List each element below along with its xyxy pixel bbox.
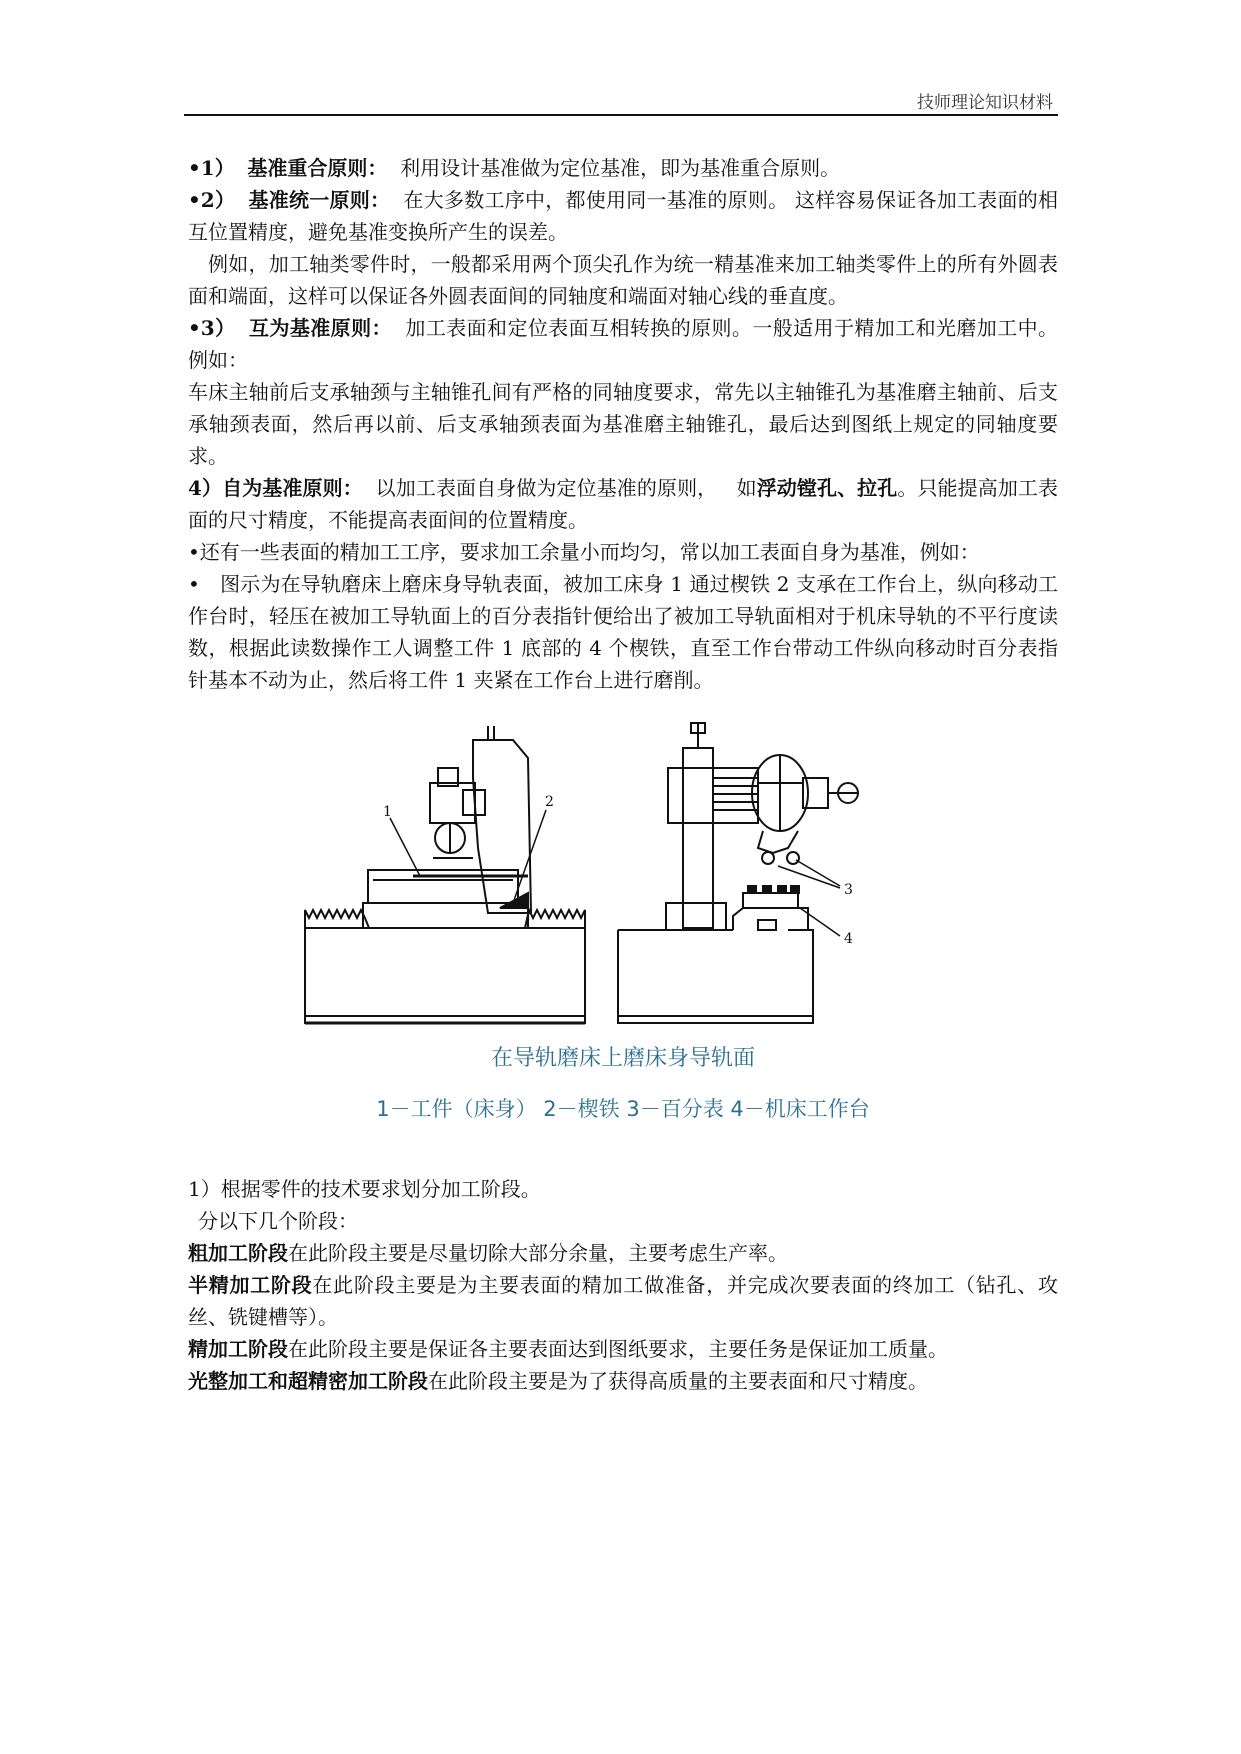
stage-item: [188, 1365, 1058, 1397]
principle-4-text: 以加工表面自身做为定位基准的原则，: [375, 476, 718, 500]
label-4: 4: [844, 931, 853, 947]
stage-text: 在此阶段主要是为了获得高质量的主要表面和尺寸精度。: [428, 1369, 928, 1393]
principle-3-prefix: •3）: [188, 316, 236, 340]
stage-title: 粗加工阶段: [188, 1241, 288, 1265]
left-serration: [305, 910, 369, 928]
stages-intro: 1）根据零件的技术要求划分加工阶段。: [188, 1177, 541, 1201]
stage-item: [188, 1269, 1058, 1333]
principle-2-prefix: •2）: [188, 188, 236, 212]
stage-title: 半精加工阶段: [188, 1273, 313, 1297]
principle-3: [188, 312, 1058, 376]
principle-1-text: 利用设计基准做为定位基准，即为基准重合原则。: [400, 156, 841, 180]
stage-title: 精加工阶段: [188, 1337, 288, 1361]
right-machine-base: [618, 930, 813, 1023]
stage-text: 在此阶段主要是保证各主要表面达到图纸要求，主要任务是保证加工质量。: [288, 1337, 948, 1361]
principle-4-title: 4）自为基准原则：: [188, 476, 363, 500]
principle-2: [188, 184, 1058, 248]
document-body: [188, 152, 1058, 1397]
left-machine-base: [305, 928, 585, 1023]
right-workpiece: [743, 893, 798, 908]
page-header-title: 技师理论知识材料: [917, 93, 1053, 113]
right-serration: [525, 910, 585, 928]
principle-4-text-end: 。只能提高加工表面的尺寸精度，不能提高表面间的位置精度。: [188, 476, 1059, 532]
label-3: 3: [844, 882, 853, 898]
stages-intro-2: 分以下几个阶段：: [198, 1209, 358, 1233]
principle-2-text: 在大多数工序中，都使用同一基准的原则。 这样容易保证各加工表面的相互位置精度，避免基准变换所产生的误差。: [188, 188, 1059, 244]
principle-1: [188, 152, 1058, 184]
figure-caption-legend: 1－工件（床身） 2－楔铁 3－百分表 4－机床工作台: [376, 1097, 870, 1121]
header-rule: [184, 114, 1058, 116]
left-column: [473, 740, 531, 913]
figure-caption-title: 在导轨磨床上磨床身导轨面: [490, 1046, 755, 1071]
stage-title: 光整加工和超精密加工阶段: [188, 1369, 428, 1393]
stage-item: [188, 1237, 1058, 1269]
principle-3-text: 加工表面和定位表面互相转换的原则。一般适用于精加工和光磨加工中。例如：: [188, 316, 1059, 372]
grinding-machine-figure: [188, 698, 1058, 1173]
principle-3-title: 互为基准原则：: [249, 316, 392, 340]
principle-1-title: 基准重合原则：: [247, 156, 388, 180]
right-column: [683, 748, 713, 928]
paragraph-self-basis: •还有一些表面的精加工工序，要求加工余量小而均匀，常以加工表面自身为基准，例如：: [188, 540, 980, 564]
label-2: 2: [545, 794, 554, 810]
principle-2-example: 例如，加工轴类零件时，一般都采用两个顶尖孔作为统一精基准来加工轴类零件上的所有外圆表面和端面，这样可以保证各外圆表面间的同轴度和端面对轴心线的垂直度。: [188, 252, 1058, 308]
principle-3-example: 车床主轴前后支承轴颈与主轴锥孔间有严格的同轴度要求，常先以主轴锥孔为基准磨主轴前、后支承轴颈表面，然后再以前、后支承轴颈表面为基准磨主轴锥孔，最后达到图纸上规定的同轴度要求。: [188, 380, 1058, 468]
stage-text: 在此阶段主要是为主要表面的精加工做准备，并完成次要表面的终加工（钻孔、攻丝、铣键槽等）。: [188, 1273, 1058, 1329]
stage-item: [188, 1333, 1058, 1365]
principle-4: [188, 472, 1058, 536]
principle-2-title: 基准统一原则：: [248, 188, 391, 212]
label-1: 1: [383, 804, 392, 820]
paragraph-figure-description: • 图示为在导轨磨床上磨床身导轨表面，被加工床身 1 通过楔铁 2 支承在工作台上，纵向移动工作台时，轻压在被加工导轨面上的百分表指针便给出了被加工导轨面相对于机床导轨的不平行度读数，根据此读数操作工人调整工件 1 底部的 4 个楔铁，直至工作台带动工件纵向移动时百分表指针基本不动为止，然后将工件 1 夹紧在工作台上进行磨削。: [188, 572, 1058, 692]
stage-text: 在此阶段主要是尽量切除大部分余量，主要考虑生产率。: [288, 1241, 788, 1265]
principle-4-text-mid: 如: [736, 476, 757, 500]
principle-4-bold-example: 浮动镗孔、拉孔: [756, 476, 898, 500]
principle-1-prefix: •1）: [188, 156, 235, 180]
